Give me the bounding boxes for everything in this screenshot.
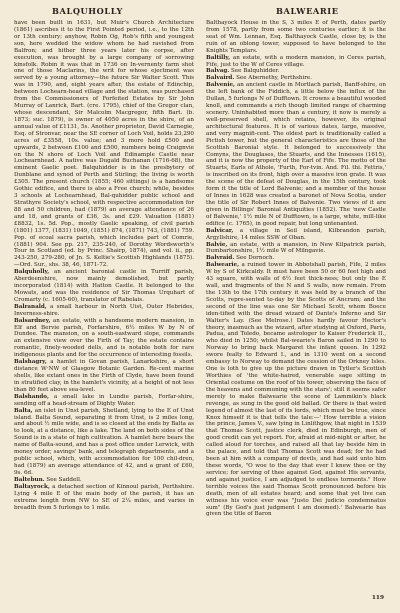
text-columns [14, 20, 386, 518]
gazetteer-entry [206, 75, 386, 82]
entry-text: a small lake in Lundie parish, Forfar-shire, sending off a head-stream of Dighty Water. [14, 393, 194, 407]
entry-text: an estate, with a modern mansion, in Ceres parish, Fife, just to the W of Ceres village. [206, 54, 386, 68]
entry-headword: Balwearie, [206, 262, 240, 269]
gazetteer-entry [14, 269, 194, 304]
gazetteer-entry [206, 82, 386, 227]
entry-text: See Saddell. [46, 476, 82, 483]
left-column [14, 20, 194, 518]
entry-headword: Balvraid. [206, 255, 235, 262]
gazetteer-entry [14, 359, 194, 394]
entry-text: a village in Seil island, Kilbrandon parish, Argyllshire, 14 miles SSW of Oban. [206, 227, 387, 241]
entry-headword: Balquholly, [14, 269, 50, 276]
entry-headword: Balsardney, [14, 317, 51, 324]
running-head-right: BALWEARIE [276, 6, 339, 16]
entry-text: See Abernethy, Perthshire. [236, 75, 313, 82]
gazetteer-entry [14, 408, 194, 477]
entry-headword: Balshagry, [14, 359, 47, 366]
entry-headword: Balvenie, [206, 82, 235, 89]
page-number: 119 [371, 595, 384, 601]
gazetteer-entry [206, 55, 386, 69]
entry-headword: Balshando, [14, 393, 49, 400]
gazetteer-entry [14, 394, 194, 408]
entry-text: See Balquhidder. [231, 68, 280, 75]
entry-headword: Baltayrock, [14, 483, 50, 490]
entry-headword: Balvag. [206, 68, 230, 75]
entry-text: a ruined tower in Abbotshall parish, Fife, 2 miles W by S of Kirkcaldy. It must have been 50 or 60 feet high and 43 square, with walls of 6½ feet thick-ness; but only the E wall, and fragments of the N and S walls, now remain. From the 13th to the 17th century it was held by a branch of the Scotts, repre-sented to-day by the Scotts of Ancrum; and the second of the line was one Sir Michael Scott, whom Boece iden-tified with the dread wizard of Dante's Inferno and Sir Walter's Lay. (See Melrose.) Dates hardly favour Hector's theory, inasmuch as the wizard, after studying at Oxford, Paris, Padua, and Toledo, became astrologer to Kaiser Frederick II., who died in 1250; whilst Bal-wearie's Baron sailed in 1290 to Norway to bring back Margaret the infant queen. In 1292 swore fealty to Edward I., and in 1310 went on a second embassy to Norway to demand the cession of the Orkney Isles. One is loth to give up the picture drawn in Tytler's Scottish Worthies of 'the white-haired, venerable sage sitting in Oriental costume on the roof of his tower, observing the face of the heavens and communing with the stars'; still it seems safer merely to make Balwearie the scene of Lammikin's black revenge, as sung in the good old ballad. Or there is that weird legend of almost the last of its lords, which must be true, since Knox himself it is that tells the tale:—' How terrible a vision the prince, James V., saw lying in Linlithgow, that night in 1539 that Thomas Scott, justice clerk, died in Edinburgh, men of good credit can yet report. For, afraid at mid-night or after, he called aloud for torches, and raised all that lay beside him in the palace, and told that Thomas Scott was dead; for he had been at him with a company of devils, and had said unto him these words, "O woe to the day that ever I knew thee or thy service; for serving of thee against God, against His servants, and against justice, I am adjudged to endless torments." How terrible voices the said Thomas Scott pronounced before his death, men of all estates heard; and some that yet live can witness his voice ever was "Justo Dei judicio condemnatus sum" (By God's just judgment I am doomed).' Balwearie has given the title of Baron [206, 262, 387, 518]
gazetteer-entry [206, 68, 386, 75]
gazetteer-entry [14, 20, 194, 269]
entry-text: a detached section of Kinnoul parish, Perthshire. Lying 4 mile E of the main body of the parish, it has an extreme length from NW to SE of 2¼ miles, and varies in breadth from 5 furlongs to 1 mile. [14, 483, 194, 511]
entry-text: See Dornoch. [236, 255, 275, 262]
entry-headword: Balta, [14, 407, 33, 414]
gazetteer-entry [14, 304, 194, 318]
gazetteer-entry [206, 262, 386, 518]
entry-text: a small harbour in North Uist, Outer Hebrides, Inverness-shire. [14, 303, 194, 317]
entry-text: have been built in 1631, but Muir's Church Architecture (1861) ascribes it to the First Pointed period, i.e., to the 12th or 13th century; anyhow, Robin Og, Rob's fifth and youngest son, here wedded the widow whom he had ravished from Balfron; and hither three years later his corpse, after execution, was brought by a large company of sorrowing kinsfolk. Robin it was that in 1736 on In-vernenty farm shot one of those Maclarins, the writ for whose ejectment was served by a young attorney—the future Sir Walter Scott. This was in 1790, and, eight years after, the estate of Edinchip, between Lochearn-head village and the station, was purchased from the Commissioners of Forfeited Estates by Sir John Murray of Lanrick, Bart. (cre. 1795), chief of the Gregor clan, whose descendant, Sir Malcolm Macgregor, fifth Bart. (b. 1873; suc. 1879), is owner of 4050 acres in the shire, of an annual value of £1131, 5s. Another proprietor, David Carnegie, Esq. of Stronvar, near the SE corner of Loch Voil, holds 23,290 acres of £3558, 10s. value; and 3 more hold £500 and upwards, 2 between £100 and £500, numbers being Craignvie on the N shore of Loch Voil and Edinample Castle near Lochearnhead. A native was Dugald Buchanan (1716-68), the eminent Gaelic poet. Balquhidder is in the presbytery of Dunblane and synod of Perth and Stirling; the living is worth £305. The present church (1855; 460 sittings) is a handsome Gothic edifice, and there is also a Free church; while, besides 3 schools at Lochearnhead, Bal-quhidder public school and Strathyre Society's school, with respective accommodation for 88 and 50 children, had (1879) an average attendance of 26 and 18, and grants of £36, 3s. and £29. Valuation (1881) £8832, 1s. 5d. Pop., mostly Gaelic speaking, of civil parish (1801) 1377, (1831) 1049, (1851) 874, (1871) 743, (1881) 759. Pop. of ecoal sacra parish, which includes part of Comrie, (1881) 904. See pp. 217, 235-240, of Dorothy Wordsworth's Tour in Scotland (ed. by Princ. Shairp, 1874), and vol. ii., pp. 243-250, 279-280, of Jn. S. Keltie's Scottish Highlands (1875).—Ord. Sur., shs. 38, 46, 1871-72. [14, 20, 194, 269]
entry-headword: Baltebun. [14, 476, 45, 483]
entry-headword: Balvie, [206, 241, 228, 248]
right-column [206, 20, 386, 518]
entry-headword: Balvaird. [206, 75, 235, 82]
gazetteer-entry [206, 255, 386, 262]
entry-headword: Balranald, [14, 303, 47, 310]
gazetteer-entry [206, 228, 386, 242]
entry-text: an estate, with a handsome modern mansion, in Elf and Bervie parish, Forfarshire, 6½ miles W by N of Dundee. The mansion, on a south-eastward slope, commands an extensive view over the Firth of Tay; the estate contains romantic, finely-wooded dells, and is notable both for rare indigenous plants and for the occurrence of interesting fossils. [14, 317, 194, 359]
running-head-left: BALQUHOLLY [52, 6, 124, 16]
entry-text: a hamlet in Govan parish, Lanarkshire, a short distance W·NW of Glasgow Botanic Garden. Re-cent marine shells, like extant ones in the Firth of Clyde, have been found in stratified clay, in the hamlet's vicinity, at a height of not less than 80 feet above sea-level. [14, 359, 194, 393]
entry-text: an islet in Unst parish, Shetland, lying to the E of Unst island. Balta Sound, separating it from Unst, is 2 miles long, and about ½ mile wide, and is so closed at the ends by Balta as to look, at a distance, like a lake. The land on both sides of the Sound is in a state of high cultivation. A hamlet here bears the name of Balta-sound, and has a post office under Lerwick, with money order, savings' bank, and telegraph departments, and a public school, which, with accommodation for 100 chil-dren, had (1879) an average attendance of 42, and a grant of £60, 9s. 6d. [14, 407, 194, 476]
gazetteer-entry [206, 242, 386, 256]
gazetteer-entry [14, 484, 194, 512]
entry-headword: Baltilly, [206, 54, 231, 61]
gazetteer-entry [206, 20, 386, 55]
entry-headword: Balvicar, [206, 227, 234, 234]
entry-text: an ancient baronial castle in Turriff parish, Aberdeenshire, now mainly demolished, but partly incorporated (1814) with Hatton Castle. It belonged to the Mowats, and was the residence of Sir Thomas Urquhart of Cromarty (c. 1605-60), translator of Rabelais. [14, 269, 194, 303]
entry-text: an ancient castle in Mortlach parish, Banff-shire, on the left bank of the Fiddich, a little below the influx of the Dullan, 5 furlongs N of Dufftown. It crowns a beautiful wooded knoll, and commands a rich though limited range of charming scenery. Uninhabited more than a century, it now is merely a well-preserved shell, which retains, however, its original architectural features. It is of various dates, large, massive, and very magnifi-cent. The oldest part is traditionally called a Pictish tower, but the general characteristics are those of the Scottish Baronial style. It belonged to successively the Comyns, the Douglases, the Stuarts, and the Innesses (1615), and it is now the property of the Earl of Fife. The motto of the Stuarts, Earls of Athole, 'Furth, For-tvin. And. Fil. thi. Fettris,' is inscribed on its front, high over a massive iron grate. It was the scene of the defeat of Douglas, in the 15th century, took form it the title of Lord Balvenie; and a member of the house of Innes in 1628 was created a baronet of Nova Scotia, under the title of Sir Robert Innes of Balvenie. Two views of it are given in Billings' Baronial Antiquities (1852). The 'new Castle of Balvenie,' 1½ mile N of Dufftown, is a large, white, mill-like edifice (c. 1765), in good repair, but long untenanted. [206, 82, 386, 227]
gazetteer-entry [14, 318, 194, 360]
entry-text: Balthayock House in the S, 3 miles E of Perth, dates partly from 1578, partly from some two centuries earlier; it is the seat of Wm. Lennan, Esq. Balthayock Castle, close by, is the ruin of an oblong tower, supposed to have belonged to the Knights Templars. [206, 20, 386, 54]
gazetteer-entry [14, 477, 194, 484]
page-header [14, 4, 386, 18]
entry-text: an estate, with a mansion, in New Kilpatrick parish, Dumbartonshire, 1½ mile W of Milngavie. [206, 241, 386, 255]
